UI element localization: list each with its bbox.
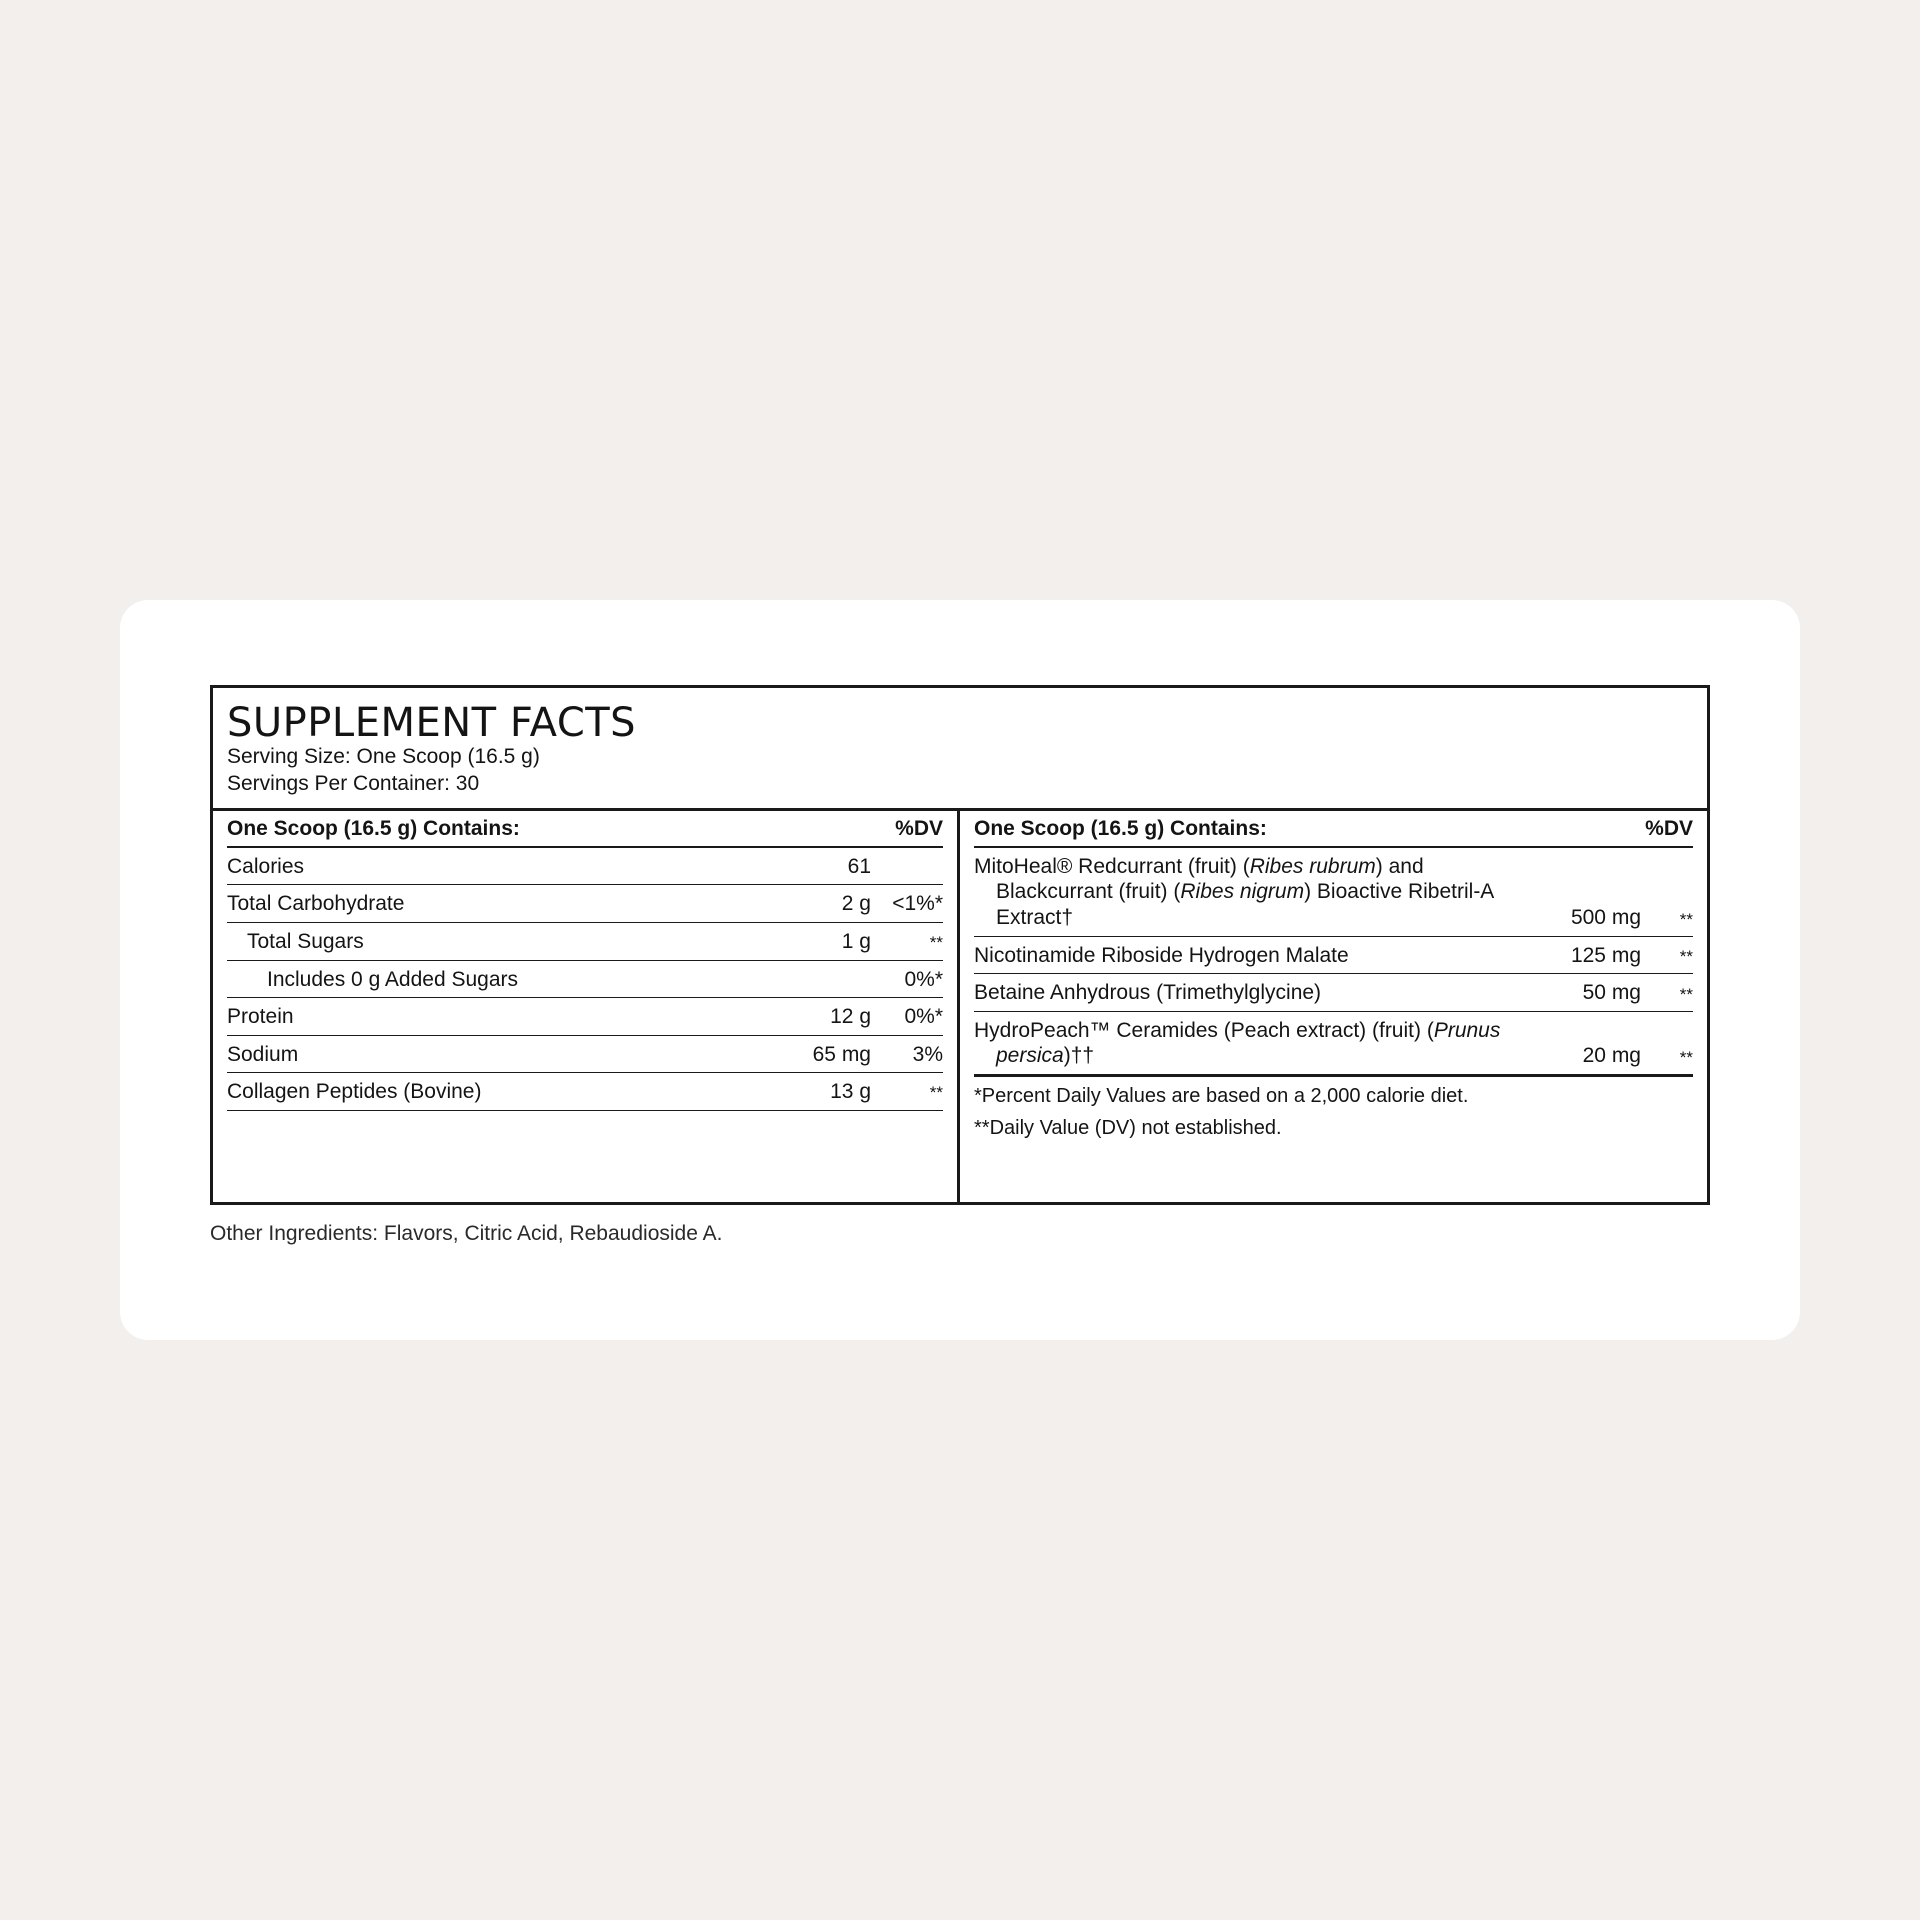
table-row [227, 961, 943, 999]
facts-columns [213, 808, 1707, 1202]
nutrient-name: Total Sugars [247, 929, 364, 953]
ingredient-name: MitoHeal® Redcurrant (fruit) (Ribes rubrum) and Blackcurrant (fruit) (Ribes nigrum) Bioactive Ribetril-A Extract† [974, 854, 1494, 929]
right-header-dv: %DV [1645, 816, 1693, 840]
footnote-dv-not-established: **Daily Value (DV) not established. [974, 1117, 1282, 1140]
ingredient-dv: ** [1679, 909, 1693, 929]
table-row [227, 848, 943, 886]
nutrient-name: Total Carbohydrate [227, 892, 405, 916]
left-column [213, 811, 960, 1202]
ingredient-dv: ** [1679, 985, 1693, 1005]
nutrient-name: Protein [227, 1005, 294, 1029]
table-row [974, 1012, 1693, 1077]
left-header-dv: %DV [895, 816, 943, 840]
nutrient-dv: 0%* [904, 967, 943, 991]
nutrient-amount: 1 g [841, 929, 871, 953]
table-row [227, 923, 943, 961]
ingredient-amount: 125 mg [1570, 943, 1641, 967]
table-row [974, 937, 1693, 975]
ingredient-amount: 500 mg [1570, 905, 1641, 929]
nutrient-amount: 12 g [830, 1005, 871, 1029]
footnote-daily-value-basis: *Percent Daily Values are based on a 2,000 calorie diet. [974, 1085, 1469, 1108]
left-column-header [227, 811, 943, 848]
ingredient-amount: 20 mg [1582, 1044, 1641, 1068]
nutrient-amount: 65 mg [812, 1042, 871, 1066]
right-header-label: One Scoop (16.5 g) Contains: [974, 816, 1267, 840]
table-row [227, 1073, 943, 1111]
table-row [227, 1036, 943, 1074]
ingredient-amount: 50 mg [1582, 981, 1641, 1005]
ingredient-name: Betaine Anhydrous (Trimethylglycine) [974, 981, 1322, 1005]
table-row [227, 885, 943, 923]
nutrient-amount: 2 g [841, 892, 871, 916]
serving-size: Serving Size: One Scoop (16.5 g) [227, 745, 540, 768]
nutrient-dv: <1%* [892, 892, 943, 916]
left-header-label: One Scoop (16.5 g) Contains: [227, 816, 520, 840]
nutrient-amount: 61 [847, 854, 871, 878]
supplement-facts-panel [210, 685, 1710, 1205]
nutrient-dv: 0%* [904, 1005, 943, 1029]
nutrient-dv: 3% [912, 1042, 943, 1066]
table-row [974, 848, 1693, 937]
nutrient-dv: ** [929, 932, 943, 952]
nutrient-name: Collagen Peptides (Bovine) [227, 1080, 482, 1104]
page-title: SUPPLEMENT FACTS [227, 700, 637, 746]
nutrient-dv: ** [929, 1083, 943, 1103]
nutrient-name: Calories [227, 854, 305, 878]
ingredient-name: HydroPeach™ Ceramides (Peach extract) (fruit) (Prunus persica)†† [974, 1018, 1501, 1068]
right-column-header [974, 811, 1693, 848]
ingredient-dv: ** [1679, 947, 1693, 967]
nutrient-name: Includes 0 g Added Sugars [267, 967, 519, 991]
nutrient-amount: 13 g [830, 1080, 871, 1104]
servings-per-container: Servings Per Container: 30 [227, 771, 480, 795]
ingredient-name: Nicotinamide Riboside Hydrogen Malate [974, 943, 1349, 967]
other-ingredients: Other Ingredients: Flavors, Citric Acid, Rebaudioside A. [210, 1222, 723, 1245]
table-row [227, 998, 943, 1036]
supplement-facts-card [120, 600, 1800, 1340]
right-column [960, 811, 1707, 1202]
table-row [974, 974, 1693, 1012]
ingredient-dv: ** [1679, 1048, 1693, 1068]
nutrient-name: Sodium [227, 1042, 299, 1066]
